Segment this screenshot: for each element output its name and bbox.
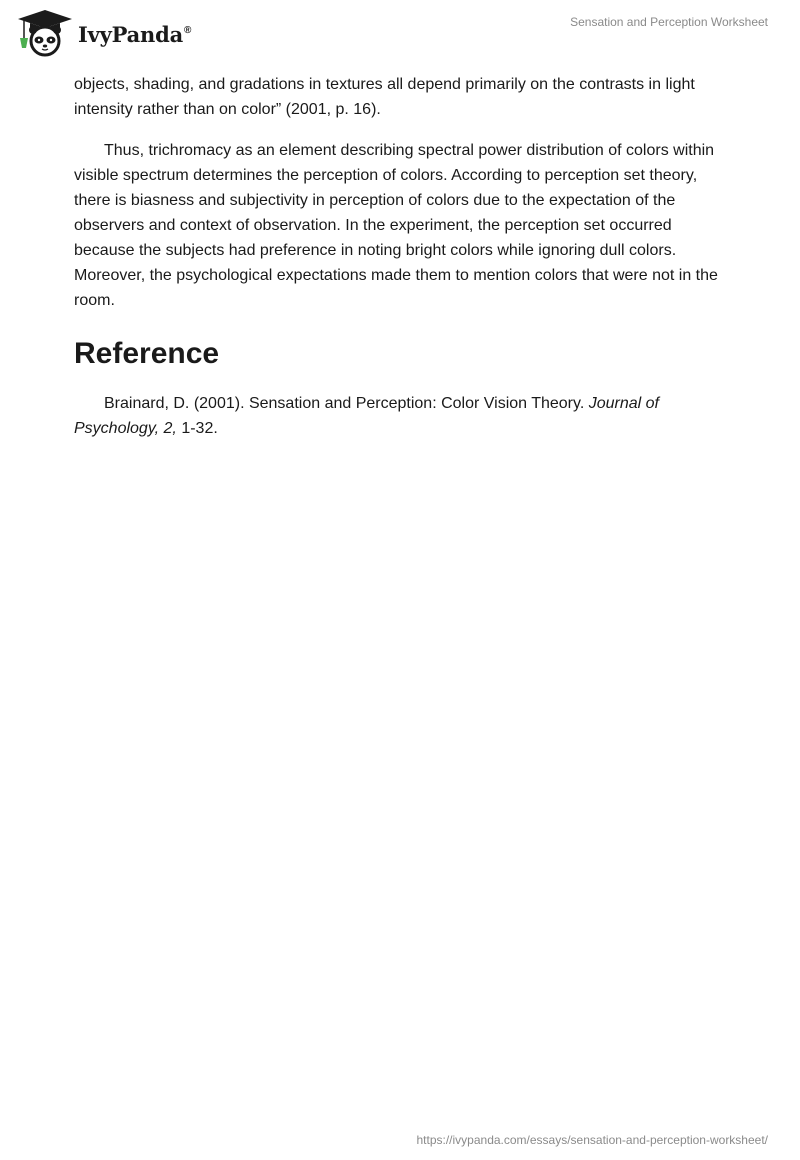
ivypanda-logo[interactable] xyxy=(14,8,191,58)
reference-heading: Reference xyxy=(74,337,220,370)
source-url[interactable]: https://ivypanda.com/essays/sensation-and-perception-worksheet/ xyxy=(416,1133,768,1147)
panda-graduation-cap-icon xyxy=(14,8,76,58)
document-title: Sensation and Perception Worksheet xyxy=(570,15,768,29)
paragraph-continued: objects, shading, and gradations in textures all depend primarily on the contrasts in light intensity rather than on color” (2001, p. 16). xyxy=(74,76,695,118)
reference-authors-title: Brainard, D. (2001). Sensation and Perception: Color Vision Theory. xyxy=(104,395,589,412)
brand-name: IvyPanda® xyxy=(78,21,192,47)
reference-journal: Journal of Psychology, 2, xyxy=(74,395,659,437)
reference-entry xyxy=(74,391,674,441)
paragraph-trichromacy: Thus, trichromacy as an element describing spectral power distribution of colors within visible spectrum determines the perception of colors. According to perception set theory, there is biasness and subjectivity in perception of colors due to the expectation of the observers and context of observation. In the experiment, the perception set occurred because the subjects had preference in noting bright colors while ignoring dull colors. Moreover, the psychological expectations made them to mention colors that were not in the room. xyxy=(74,142,718,309)
document-body xyxy=(74,72,734,441)
registered-mark: ® xyxy=(184,24,192,36)
reference-pages: 1-32. xyxy=(176,420,218,437)
